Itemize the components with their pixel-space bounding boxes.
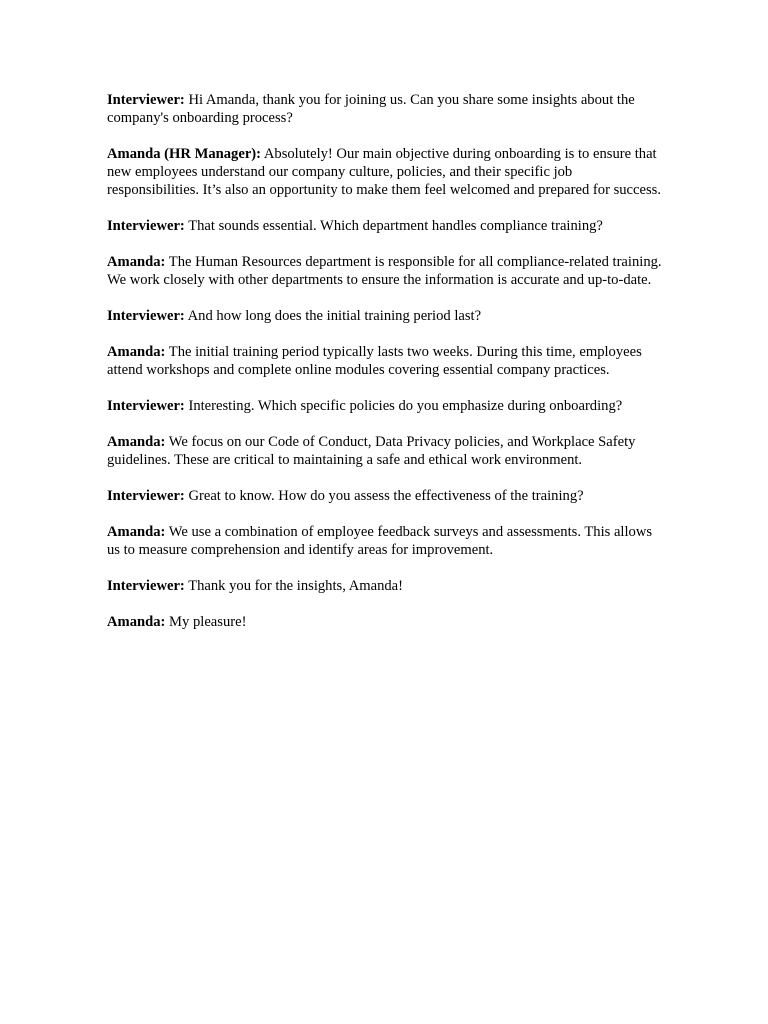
transcript-turn (107, 613, 663, 631)
transcript-turn (107, 397, 663, 415)
speaker-label: Amanda: (107, 524, 166, 540)
turn-text: The initial training period typically lasts two weeks. During this time, employees attend workshops and complete online modules covering essential company practices. (107, 344, 642, 378)
interview-transcript (107, 91, 663, 649)
speaker-label: Amanda: (107, 614, 166, 630)
turn-text: Thank you for the insights, Amanda! (188, 578, 404, 594)
turn-text: That sounds essential. Which department handles compliance training? (188, 218, 603, 234)
transcript-turn (107, 253, 663, 289)
transcript-turn (107, 487, 663, 505)
speaker-label: Amanda (HR Manager): (107, 146, 262, 162)
speaker-label: Interviewer: (107, 398, 185, 414)
speaker-label: Interviewer: (107, 488, 185, 504)
speaker-label: Interviewer: (107, 218, 185, 234)
turn-text: Hi Amanda, thank you for joining us. Can you share some insights about the company's onboarding process? (107, 92, 635, 126)
transcript-turn (107, 577, 663, 595)
speaker-label: Amanda: (107, 344, 166, 360)
turn-text: Interesting. Which specific policies do you emphasize during onboarding? (188, 398, 623, 414)
transcript-turn (107, 91, 663, 127)
turn-text: And how long does the initial training period last? (187, 308, 482, 324)
transcript-turn (107, 217, 663, 235)
speaker-label: Amanda: (107, 254, 166, 270)
transcript-turn (107, 307, 663, 325)
turn-text: The Human Resources department is responsible for all compliance-related training. We work closely with other departments to ensure the information is accurate and up-to-date. (107, 254, 662, 288)
speaker-label: Interviewer: (107, 578, 185, 594)
turn-text: Great to know. How do you assess the effectiveness of the training? (188, 488, 584, 504)
speaker-label: Interviewer: (107, 308, 185, 324)
turn-text: My pleasure! (169, 614, 247, 630)
turn-text: Absolutely! Our main objective during onboarding is to ensure that new employees understand our company culture, policies, and their specific job responsibilities. It’s also an opportunity to make them feel welcomed and prepared for success. (107, 146, 661, 198)
transcript-turn (107, 523, 663, 559)
speaker-label: Amanda: (107, 434, 166, 450)
transcript-turn (107, 343, 663, 379)
transcript-turn (107, 145, 663, 199)
turn-text: We focus on our Code of Conduct, Data Privacy policies, and Workplace Safety guidelines. These are critical to maintaining a safe and ethical work environment. (107, 434, 636, 468)
transcript-turn (107, 433, 663, 469)
speaker-label: Interviewer: (107, 92, 185, 108)
turn-text: We use a combination of employee feedback surveys and assessments. This allows us to measure comprehension and identify areas for improvement. (107, 524, 653, 558)
